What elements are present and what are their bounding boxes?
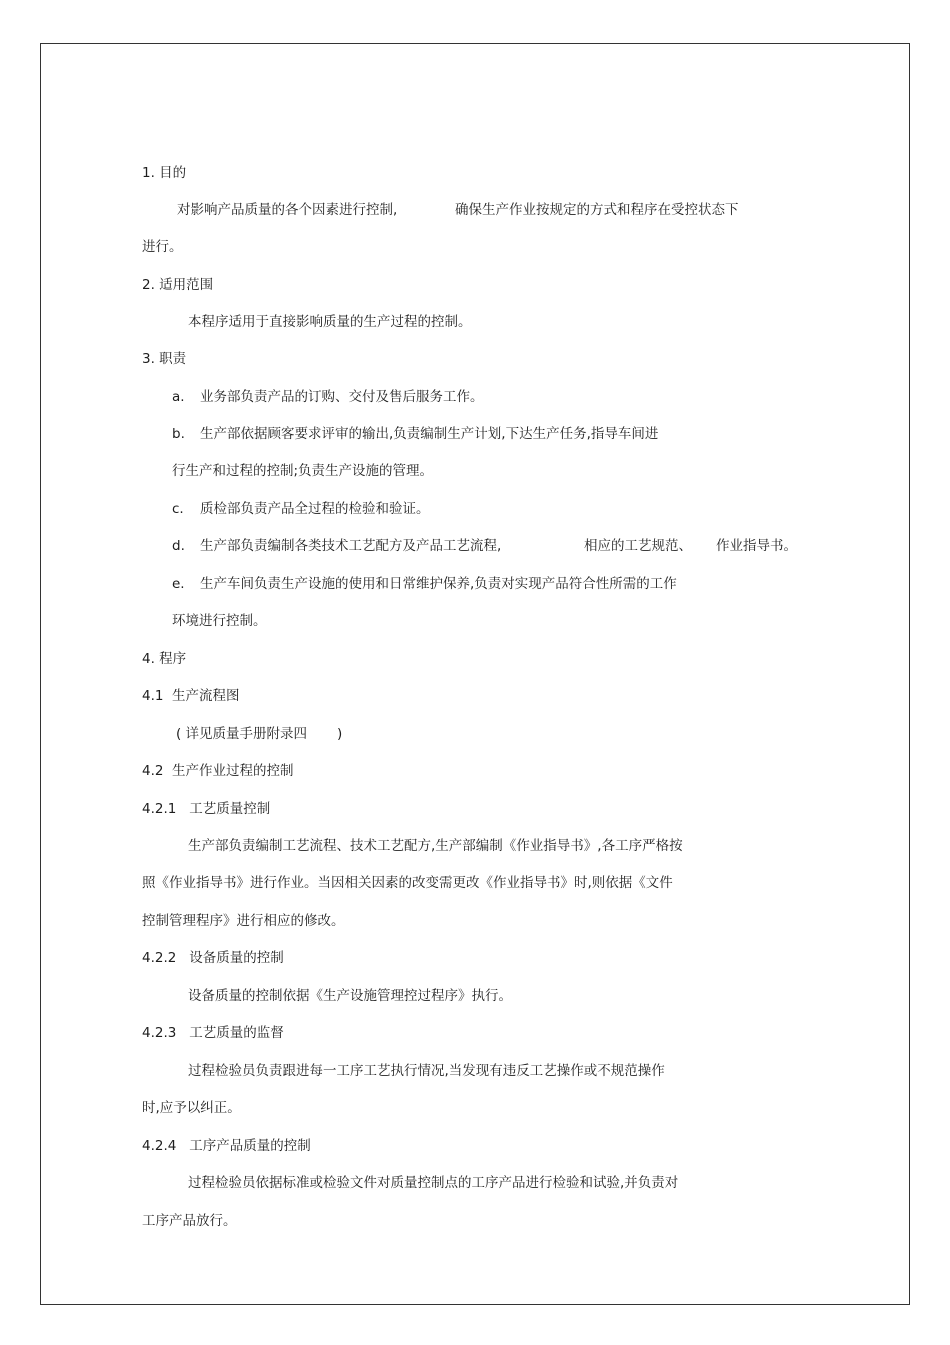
section-4-2-4-heading: 4.2.4 工序产品质量的控制 xyxy=(142,1138,311,1154)
section-1-paragraph-cont: 进行。 xyxy=(142,239,183,255)
item-d-text-part2: 相应的工艺规范、 xyxy=(584,538,692,554)
item-e-continuation: 环境进行控制。 xyxy=(172,613,267,629)
section-4-2-2-paragraph: 设备质量的控制依据《生产设施管理控过程序》执行。 xyxy=(188,988,512,1004)
section-4-2-1-line1: 生产部负责编制工艺流程、技术工艺配方,生产部编制《作业指导书》,各工序严格按 xyxy=(188,838,683,854)
section-2-paragraph: 本程序适用于直接影响质量的生产过程的控制。 xyxy=(188,314,472,330)
section-1-heading: 1. 目的 xyxy=(142,165,187,181)
section-4-2-1-line3: 控制管理程序》进行相应的修改。 xyxy=(142,913,345,929)
item-e-text: 生产车间负责生产设施的使用和日常维护保养,负责对实现产品符合性所需的工作 xyxy=(200,576,677,592)
section-4-2-2-heading: 4.2.2 设备质量的控制 xyxy=(142,950,284,966)
section-4-2-1-line2: 照《作业指导书》进行作业。当因相关因素的改变需更改《作业指导书》时,则依据《文件 xyxy=(142,875,673,891)
section-4-1-heading: 4.1 生产流程图 xyxy=(142,688,240,704)
item-b-text: 生产部依据顾客要求评审的输出,负责编制生产计划,下达生产任务,指导车间进 xyxy=(200,426,659,442)
item-d-text-part3: 作业指导书。 xyxy=(716,538,797,554)
section-2-heading: 2. 适用范围 xyxy=(142,277,214,293)
item-a-marker: a. xyxy=(172,389,185,405)
item-a-text: 业务部负责产品的订购、交付及售后服务工作。 xyxy=(200,389,484,405)
item-d-text-part1: 生产部负责编制各类技术工艺配方及产品工艺流程, xyxy=(200,538,502,554)
item-b-marker: b. xyxy=(172,426,185,442)
section-4-2-4-line1: 过程检验员依据标准或检验文件对质量控制点的工序产品进行检验和试验,并负责对 xyxy=(188,1175,679,1191)
item-e-marker: e. xyxy=(172,576,185,592)
item-b-continuation: 行生产和过程的控制;负责生产设施的管理。 xyxy=(172,463,434,479)
item-d-marker: d. xyxy=(172,538,185,554)
section-4-2-heading: 4.2 生产作业过程的控制 xyxy=(142,763,294,779)
section-4-2-1-heading: 4.2.1 工艺质量控制 xyxy=(142,801,271,817)
section-4-heading: 4. 程序 xyxy=(142,651,187,667)
section-4-2-4-line2: 工序产品放行。 xyxy=(142,1213,237,1229)
section-4-1-note: ( 详见质量手册附录四 xyxy=(176,726,308,742)
section-1-paragraph-part2: 确保生产作业按规定的方式和程序在受控状态下 xyxy=(455,202,739,218)
section-4-2-3-line2: 时,应予以纠正。 xyxy=(142,1100,241,1116)
section-4-2-3-heading: 4.2.3 工艺质量的监督 xyxy=(142,1025,284,1041)
item-c-marker: c. xyxy=(172,501,184,517)
item-c-text: 质检部负责产品全过程的检验和验证。 xyxy=(200,501,430,517)
section-3-heading: 3. 职责 xyxy=(142,351,187,367)
section-4-2-3-line1: 过程检验员负责跟进每一工序工艺执行情况,当发现有违反工艺操作或不规范操作 xyxy=(188,1063,665,1079)
section-4-1-note-close: ) xyxy=(337,726,343,742)
section-1-paragraph-part1: 对影响产品质量的各个因素进行控制, xyxy=(177,202,398,218)
